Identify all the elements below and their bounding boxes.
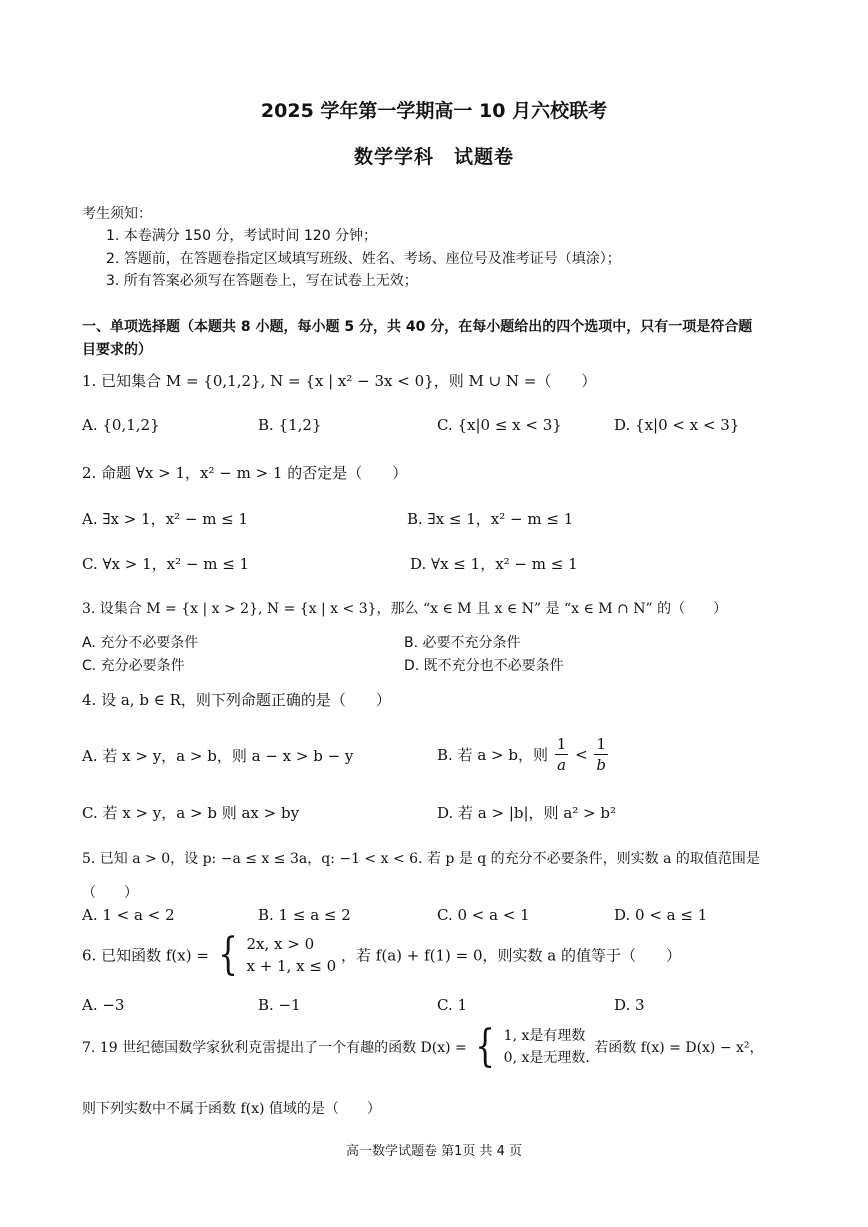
question-6-stem: [82, 929, 682, 980]
fraction-1-over-a: [555, 734, 569, 775]
question-5-answer-paren: （ ）: [82, 885, 138, 901]
left-brace: {: [475, 1021, 496, 1072]
q1-option-d: D. {x|0 < x < 3}: [614, 416, 740, 434]
q6-option-d: D. 3: [614, 996, 645, 1014]
q4-option-a: A. 若 x > y，a > b，则 a − x > b − y: [82, 747, 354, 765]
section-heading-cont: 目要求的）: [82, 342, 152, 358]
q5-option-c: C. 0 < a < 1: [437, 906, 530, 924]
case-line: 0, x是无理数.: [503, 1050, 590, 1066]
exam-subtitle: 数学学科 试题卷: [353, 146, 514, 168]
q1-option-c: C. {x|0 ≤ x < 3}: [437, 416, 562, 434]
q4-option-b-text: B. 若 a > b，则: [437, 746, 548, 764]
notice-item: 3. 所有答案必须写在答题卷上，写在试卷上无效；: [106, 273, 418, 289]
question-7-stem-cont: 则下列实数中不属于函数 f(x) 值域的是（ ）: [82, 1101, 381, 1117]
exam-title: 2025 学年第一学期高一 10 月六校联考: [260, 100, 608, 122]
q2-option-c: C. ∀x > 1，x² − m ≤ 1: [82, 555, 250, 573]
q7-stem-end: 若函数 f(x) = D(x) − x²，: [594, 1040, 764, 1056]
question-5-stem: 5. 已知 a > 0，设 p: −a ≤ x ≤ 3a，q: −1 < x < 6. 若 p 是 q 的充分不必要条件，则实数 a 的取值范围是: [82, 851, 760, 867]
q4-option-c: C. 若 x > y，a > b 则 ax > by: [82, 804, 300, 822]
q6-stem-start: 6. 已知函数 f(x) =: [82, 946, 209, 965]
notice-item: 2. 答题前，在答题卷指定区域填写班级、姓名、考场、座位号及准考证号（填涂）；: [106, 251, 621, 267]
q2-option-d: D. ∀x ≤ 1，x² − m ≤ 1: [410, 555, 578, 573]
q6-stem-end: ，若 f(a) + f(1) = 0，则实数 a 的值等于（ ）: [341, 946, 682, 965]
section-heading: 一、单项选择题（本题共 8 小题，每小题 5 分，共 40 分，在每小题给出的四个选项中，只有一项是符合题: [82, 319, 753, 335]
q6-option-b: B. −1: [258, 996, 301, 1014]
q6-option-a: A. −3: [82, 996, 125, 1014]
q4-option-b: [437, 734, 610, 775]
fraction-numerator: 1: [596, 735, 606, 753]
notice-heading: 考生须知：: [82, 206, 152, 222]
q2-option-a: A. ∃x > 1，x² − m ≤ 1: [82, 510, 249, 528]
piecewise-cases: [246, 933, 336, 977]
q1-option-a: A. {0,1,2}: [82, 416, 160, 434]
page-footer: 高一数学试题卷 第1页 共 4 页: [345, 1144, 523, 1159]
q6-option-c: C. 1: [437, 996, 468, 1014]
fraction-denominator: b: [596, 756, 607, 774]
case-line: x + 1, x ≤ 0: [246, 957, 337, 975]
fraction-1-over-b: [594, 734, 608, 775]
q1-option-b: B. {1,2}: [258, 416, 322, 434]
case-line: 1, x是有理数: [503, 1028, 586, 1044]
less-than-sign: <: [575, 745, 588, 764]
q5-option-b: B. 1 ≤ a ≤ 2: [258, 906, 351, 924]
question-3-stem: 3. 设集合 M = {x | x > 2}, N = {x | x < 3}，那么 “x ∈ M 且 x ∈ N” 是 “x ∈ M ∩ N” 的（ ）: [82, 601, 728, 617]
q2-option-b: B. ∃x ≤ 1，x² − m ≤ 1: [407, 510, 574, 528]
question-7-stem: [82, 1021, 764, 1072]
q3-option-c: C. 充分必要条件: [82, 658, 185, 674]
q5-option-d: D. 0 < a ≤ 1: [614, 906, 708, 924]
q4-option-d: D. 若 a > |b|，则 a² > b²: [437, 804, 616, 822]
question-4-stem: 4. 设 a, b ∈ R，则下列命题正确的是（ ）: [82, 691, 391, 709]
left-brace: {: [217, 929, 238, 980]
fraction-numerator: 1: [556, 735, 567, 753]
q3-option-a: A. 充分不必要条件: [82, 635, 199, 651]
fraction-denominator: a: [557, 756, 567, 774]
q5-option-a: A. 1 < a < 2: [82, 906, 175, 924]
notice-item: 1. 本卷满分 150 分，考试时间 120 分钟；: [106, 228, 378, 244]
case-line: 2x, x > 0: [246, 935, 315, 953]
q3-option-b: B. 必要不充分条件: [404, 635, 521, 651]
q3-option-d: D. 既不充分也不必要条件: [404, 658, 564, 674]
question-2-stem: 2. 命题 ∀x > 1，x² − m > 1 的否定是（ ）: [82, 464, 408, 482]
piecewise-cases: [504, 1025, 590, 1069]
question-1-stem: 1. 已知集合 M = {0,1,2}, N = {x | x² − 3x < 0}，则 M ∪ N =（ ）: [82, 372, 597, 390]
q7-stem-start: 7. 19 世纪德国数学家狄利克雷提出了一个有趣的函数 D(x) =: [82, 1040, 467, 1056]
